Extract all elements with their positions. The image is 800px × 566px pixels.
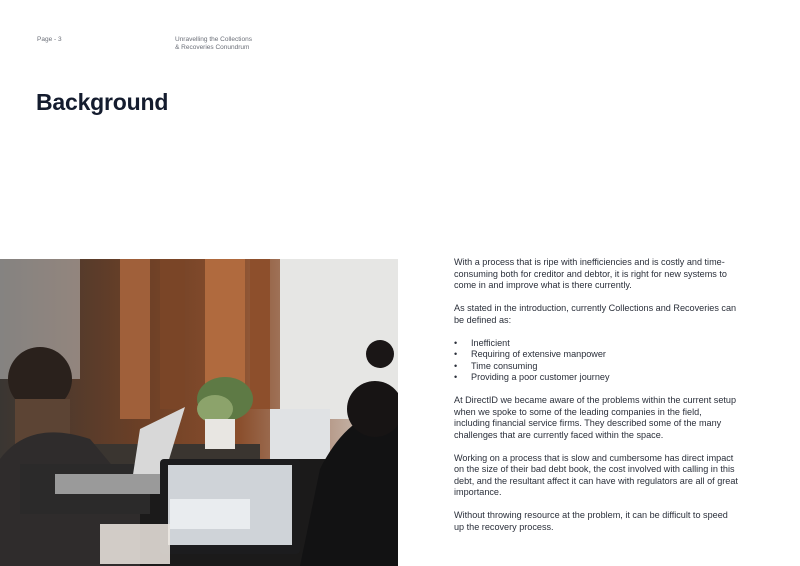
page-title: Background [36, 89, 169, 115]
paragraph-impact: Working on a process that is slow and cumbersome has direct impact on the size of their bad debt book, the cost involved with calling in this debt, and the resultant affect it can have with regulators are all of great importance. [454, 452, 738, 497]
document-title [175, 36, 285, 52]
paragraph-conclusion: Without throwing resource at the problem, it can be difficult to speed up the recovery process. [454, 510, 728, 532]
office-photo-illustration [0, 259, 398, 566]
body-text [454, 257, 739, 545]
list-item: • Requiring of extensive manpower [454, 349, 739, 361]
list-item: • Providing a poor customer journey [454, 372, 739, 384]
paragraph-directid: At DirectID we became aware of the problems within the current setup when we spoke to some of the leading companies in the field, including financial service firms. They described some of the many challenges that are currently faced within the space. [454, 395, 737, 440]
office-photo [0, 259, 398, 566]
page-number: Page - 3 [37, 36, 62, 43]
list-item: • Time consuming [454, 361, 739, 373]
paragraph-intro: With a process that is ripe with inefficiencies and is costly and time-consuming both for creditor and debtor, it is right for new systems to come in and improve what is there currently. [454, 257, 727, 290]
document-title-line-2: & Recoveries Conundrum [175, 44, 250, 52]
list-item: • Inefficient [454, 338, 739, 350]
problems-list [454, 338, 739, 384]
paragraph-definition: As stated in the introduction, currently Collections and Recoveries can be defined as: [454, 303, 737, 325]
document-title-line-1: Unravelling the Collections [175, 36, 252, 43]
